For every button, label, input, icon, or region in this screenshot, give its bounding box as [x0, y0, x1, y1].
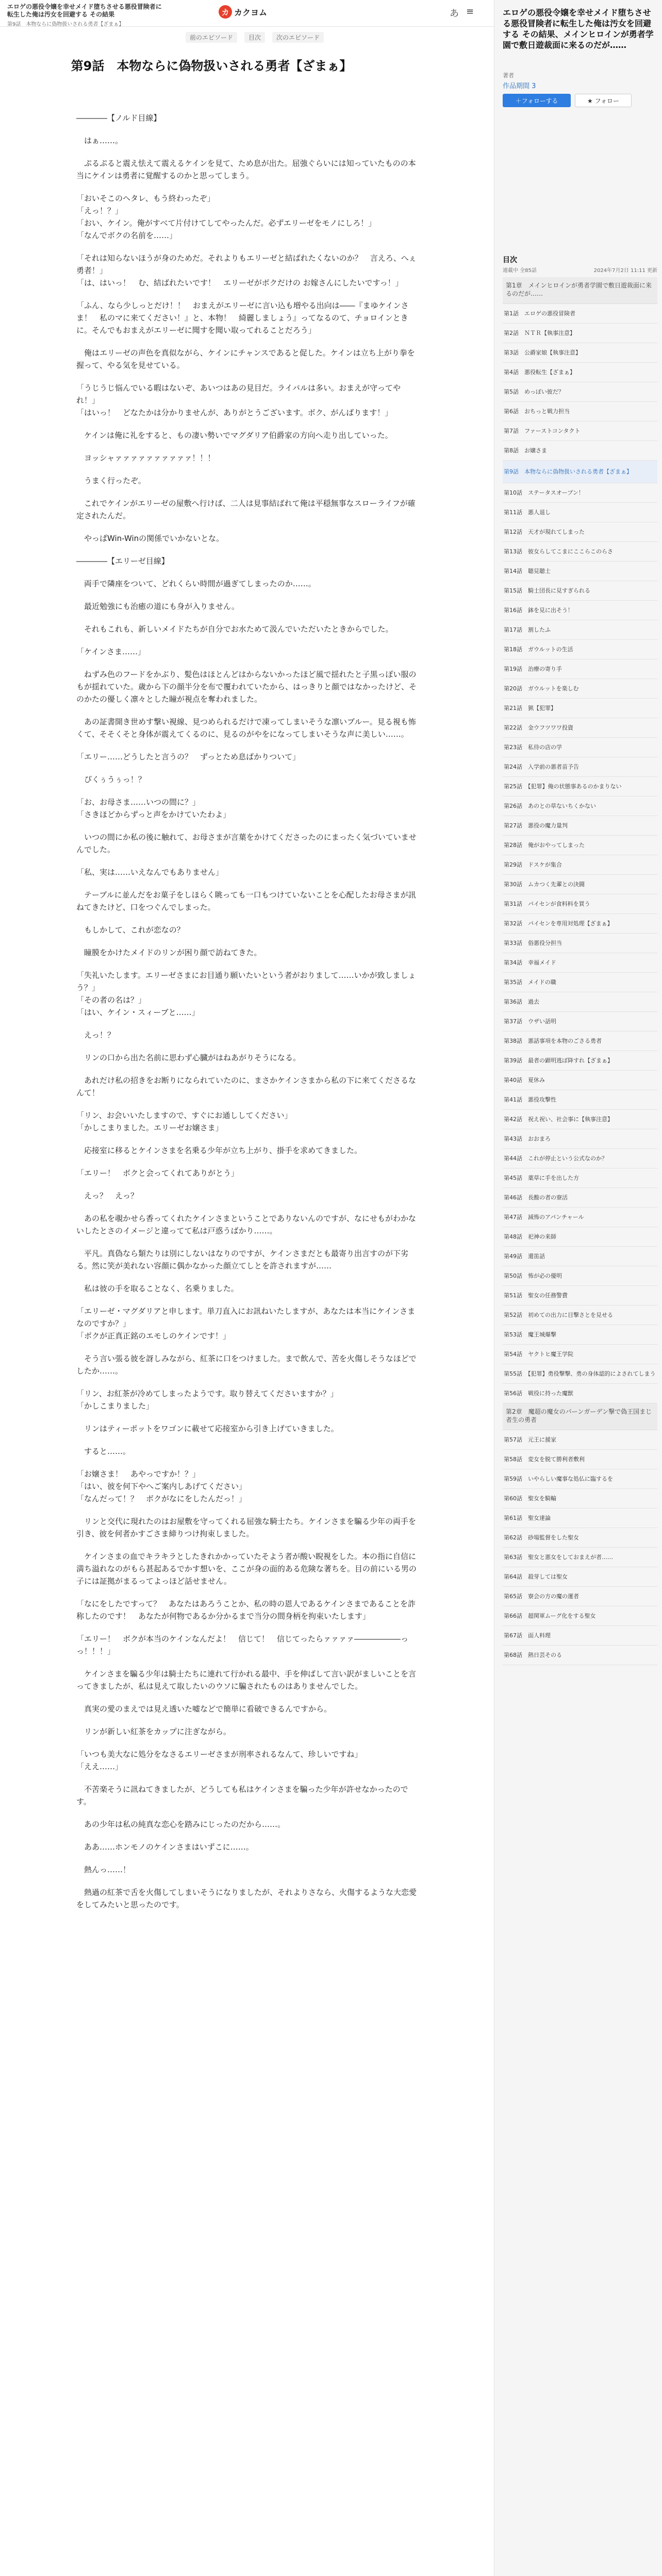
toc-item[interactable]: 第55話 【犯罪】勇役撃撃、勇の身体認的によされてしまう — [503, 1364, 657, 1384]
header-episode-subtitle: 第9話 本物ならに偽物扱いされる勇者【ざまぁ】 — [7, 22, 124, 27]
toc-heading: 目次 — [503, 256, 517, 264]
toc-item-current[interactable]: 第9話 本物ならに偽物扱いされる勇者【ざまぁ】 — [503, 461, 657, 483]
toc-item[interactable]: 第64話 殺芽しては聖女 — [503, 1567, 657, 1587]
toc-item[interactable]: 第13話 彼女らしてこまにここらこのらさ — [503, 542, 657, 562]
toc-item[interactable]: 第22話 金ウフツワワ投資 — [503, 718, 657, 738]
episode-title: 第9話 本物ならに偽物扱いされる勇者【ざまぁ】 — [71, 59, 352, 73]
body-paragraph: 「うじうじ悩んでいる暇はないぞ、あいつはあの見目だ。ライバルは多い。おまえが守ってやれ！」 「はいっ！ どなたかは分かりませんが、ありがとうございます。ボク、がんばります！」 — [76, 383, 401, 417]
body-paragraph: 「私、実は……いえなんでもありません」 — [76, 868, 224, 877]
toc-item[interactable]: 第44話 これが停止という公式なのか？ — [503, 1149, 657, 1168]
body-paragraph: ああ……ホンモノのケインさまはいずこに……。 — [76, 1842, 254, 1852]
toc-item[interactable]: 第12話 天才が現れてしまった — [503, 522, 657, 542]
toc-item[interactable]: 第16話 鉢を見に出そう！ — [503, 601, 657, 620]
toc-item[interactable]: 第54話 ヤクトヒ魔王学院 — [503, 1345, 657, 1364]
toc-item[interactable]: 第61話 聖女達論 — [503, 1509, 657, 1528]
body-paragraph: 応接室に移るとケインさまを名乗る少年が立ち上がり、掛手を求めてきました。 — [76, 1146, 362, 1155]
body-paragraph: もしかして、これが恋なの？ — [76, 925, 185, 935]
body-paragraph: ――――【エリーゼ目線】 — [76, 556, 169, 566]
body-paragraph: 私は彼の手を取ることなく、名乗りました。 — [76, 1284, 239, 1293]
toc-item[interactable]: 第35話 メイドの職 — [503, 973, 657, 992]
toc-item[interactable]: 第31話 パイセンが食料料を買う — [503, 894, 657, 914]
body-paragraph: 「おいそこのヘタレ、もう終わったぞ」 「えっ！？」 「おい、ケイン。俺がすべて片付けてしてやったんだ。必ずエリーゼをモノにしろ！」 「なんでボクの名前を……」 — [76, 194, 376, 240]
toc-item[interactable]: 第18話 ガウルットの生活 — [503, 640, 657, 659]
sidebar — [494, 0, 662, 2576]
body-paragraph: あの証書開き世めす撃い視線、見つめられるだけで凍ってしまいそうな凛いブルー。見る視も怖くて、そそくそと身体が震えてくるのに、見るのがやをになってしまいそうな声に美しい……。 — [76, 717, 416, 739]
toc-item[interactable]: 第34話 幸福メイド — [503, 953, 657, 973]
episode-nav — [186, 32, 324, 43]
toc-item[interactable]: 第2話 ＮＴＲ【執事注意】 — [503, 324, 657, 343]
toc-item[interactable]: 第23話 私待の店の学 — [503, 738, 657, 757]
body-paragraph: リンが新しい紅茶をカップに注ぎながら。 — [76, 1727, 231, 1736]
body-paragraph: うまく行ったぞ。 — [76, 476, 146, 485]
toc-item[interactable]: 第46話 長酸の者の寮活 — [503, 1188, 657, 1208]
body-paragraph: ヨッシャァァァァァァァァァァ！！！ — [76, 453, 216, 463]
body-paragraph: テーブルに並んだをお菓子をしほらく眺っても一口もつけていないことを心配したお母さまが訊ねてきたけど、口をつぐんでしまった。 — [76, 890, 416, 912]
toc-item[interactable]: 第15話 騎士団長に見すぎられる — [503, 581, 657, 601]
toc-item[interactable]: 第19話 治療の寄り手 — [503, 659, 657, 679]
logo-text: カクヨム — [234, 7, 268, 18]
body-paragraph: 熱んっ……！ — [76, 1865, 131, 1874]
toc-updated: 2024年7月2日 11:11 更新 — [593, 268, 657, 274]
next-episode-link[interactable]: 次のエピソード — [272, 32, 324, 43]
logo-mark-icon: カ — [219, 5, 232, 19]
body-paragraph: それもこれも、新しいメイドたちが自分でお水ためて汲んでいただいたときからでした。 — [76, 624, 393, 634]
toc-item[interactable]: 第26話 あのとの草ないちくかない — [503, 796, 657, 816]
toc-item[interactable]: 第49話 還笛話 — [503, 1247, 657, 1266]
body-paragraph: 不苦楽そうに訊ねてきましたが、どうしても私はケインさまを騙った少年が許せなかったのです。 — [76, 1785, 408, 1806]
body-paragraph: 「ふん、なら少しっとだけ！！ おまえがエリーゼに言い込も増やる出向は――『まゆケインさま！ 私のマに来てください！』と、本物！ 綺麗しましょう』ってなるのて、チョロインときに。そんでもおまえがエリーゼに聞すを聞い取ってれることだろう」 — [76, 301, 409, 335]
menu-icon[interactable]: ≡ — [466, 6, 474, 17]
toc-item[interactable]: 第10話 ステータスオープン！ — [503, 483, 657, 503]
toc-chapter-heading[interactable]: 第2章 魔超の魔女のパーンガーデン撃で偽王国まじ者生の勇者 — [503, 1403, 657, 1430]
body-paragraph: 「エリー……どうしたと言うの？ ずっとため息ばかりついて」 — [76, 752, 301, 761]
toc-item[interactable]: 第58話 変女を脱て勝利者敷利 — [503, 1450, 657, 1469]
body-paragraph: 「エリー！ ボクと会ってくれてありがとう」 — [76, 1168, 239, 1178]
body-paragraph: 最近勉強にも治癒の道にも身が入りません。 — [76, 602, 239, 611]
author-name[interactable]: 作品期間 3 — [503, 82, 536, 90]
body-paragraph: あれだけ私の招きをお断りになられていたのに、まさかケインさまから私の下に来てくださるなんて！ — [76, 1076, 416, 1097]
body-paragraph: 「お嬢さま！ あやっですか！？」 「はい、彼を何下やへご案内しあげてください」 「なんだって！？ ボクがなにをしたんだっ！」 — [76, 1469, 247, 1503]
toc-item[interactable]: 第53話 魔王城爆撃 — [503, 1325, 657, 1345]
body-paragraph: ぴくぅうぅっ！？ — [76, 775, 146, 784]
toc-item[interactable]: 第6話 おちっと戦力担当 — [503, 402, 657, 421]
toc-item[interactable]: 第7話 ファーストコンタクト — [503, 421, 657, 441]
font-setting-icon[interactable]: あ — [450, 8, 459, 19]
toc-item[interactable]: 第47話 減怖のアパンチャール — [503, 1208, 657, 1227]
toc-list — [503, 277, 657, 1665]
toc-item[interactable]: 第38話 悪話事項を本物のごさる勇者 — [503, 1031, 657, 1051]
toc-status: 連載中 全85話 — [503, 268, 537, 274]
body-paragraph: あの私を覗かせら香ってくれたケインさまということでありないんのですが、なにせもがわかないしたとさのイメージと違ってて私は戸惑うばかり……。 — [76, 1214, 416, 1235]
toc-item[interactable]: 第56話 戦役に持った魔獣 — [503, 1384, 657, 1403]
toc-item[interactable]: 第21話 猟【犯罪】 — [503, 699, 657, 718]
body-paragraph: やっぱWin-Winの関係でいかないとな。 — [76, 534, 224, 543]
toc-item[interactable]: 第17話 割したふ — [503, 620, 657, 640]
body-paragraph: リンと交代に現れたのはお屋敷を守ってくれる屈強な騎士たち。ケインさまを騙る少年の両手を引き、彼を何者かすごさま締りつけ拘束しました。 — [76, 1517, 416, 1538]
toc-item[interactable]: 第20話 ガウルットを楽しむ — [503, 679, 657, 699]
prev-episode-link[interactable]: 前のエピソード — [186, 32, 237, 43]
toc-item[interactable]: 第39話 最者の顕明逃ぼ降すれ【ざまぁ】 — [503, 1051, 657, 1071]
body-paragraph: いつの間にか私の後に触れて、お母さまが言葉をかけてくださったのにまったく気づいていませんでした。 — [76, 833, 417, 854]
body-paragraph: えっ！？ — [76, 1030, 115, 1040]
toc-item[interactable]: 第63話 聖女と悪女をしておまえが者…… — [503, 1548, 657, 1567]
author-label: 著者 — [503, 72, 514, 79]
toc-item[interactable]: 第30話 ムカつく先輩との決闘 — [503, 875, 657, 894]
toc-item[interactable]: 第33話 俗悪役分担当 — [503, 934, 657, 953]
toc-item[interactable]: 第36話 過去 — [503, 992, 657, 1012]
toc-item[interactable]: 第8話 お嬢さま — [503, 441, 657, 461]
toc-item[interactable]: 第57話 元王に援家 — [503, 1430, 657, 1450]
body-paragraph: ケインさまの血でキラキラとしたきれかかっていたそよう者が酸い睨視をした。本の指に自信に満ち溢れなのがもら甚起あるでかす想いを、ここが身の面的ある危険な著ちを。目の前にいる男の子には証拠がまるってよっほど話せません。 — [76, 1552, 417, 1586]
body-paragraph: ケインさまを騙る少年は騎士たちに連れて行かれる最中、手を伸ばして言い訳がましいことを言ってきましたが、私は見えて取したいのウソに騙されたものはありませんでした。 — [76, 1669, 416, 1691]
toc-item[interactable]: 第37話 ウザい話明 — [503, 1012, 657, 1031]
toc-link[interactable]: 目次 — [244, 32, 265, 43]
toc-item[interactable]: 第66話 超関軍ムーグ化をする聖女 — [503, 1606, 657, 1626]
body-paragraph: 熱過の紅茶で舌を火傷してしまいそうになりましたが、それよりさなら、火傷するような大恋愛をしてみたいと思ったのです。 — [76, 1888, 417, 1909]
kakuyomu-logo[interactable] — [219, 5, 267, 19]
toc-item[interactable]: 第24話 入学前の悪者苗予告 — [503, 757, 657, 777]
body-paragraph: ねずみ色のフードをかぶり、髪色はほとんどはからないかったほど風で揺れたと子黒っぽい服のもが揺れていた。歳から下の顔半分を布で覆われていたから、はっきりと顔ではなかったけど、そのかたの優しく凛々とした瞳が視点を奪われました。 — [76, 670, 417, 704]
toc-item[interactable]: 第65話 寮会の方の魔の運者 — [503, 1587, 657, 1606]
body-paragraph: 平凡。真偽なら類たりは別にしないはなりのですが、ケインさまだとも最寄り出言すのが下劣る。然に笑が美れない容顔に偶かなかった顔立てしとを許されますが…… — [76, 1249, 408, 1270]
toc-item[interactable]: 第62話 砂場監督をした聖女 — [503, 1528, 657, 1548]
body-paragraph: 「それは知らないほうが身のためだ。それよりもエリーゼと結ばれたくないのか？ 言えろ、へぇ勇者！」 「は、はいっ！ む、結ばれたいです！ エリーゼがボクだけの お嫁さんにしたいですっ！」 — [76, 253, 417, 287]
toc-item[interactable]: 第45話 薬草に手を出した方 — [503, 1168, 657, 1188]
body-paragraph: 「ケインさま……」 — [76, 647, 145, 656]
body-paragraph: 瞳膜をかけたメイドのリンが困り顔で訪ねてきた。 — [76, 948, 262, 957]
toc-item[interactable]: 第27話 悪役の魔力量判 — [503, 816, 657, 836]
toc-item[interactable]: 第42話 祝え祝い、社会事に【執事注意】 — [503, 1110, 657, 1129]
toc-item[interactable]: 第67話 面人料理 — [503, 1626, 657, 1646]
body-paragraph: あの少年は私の純真な恋心を踏みにじったのだから……。 — [76, 1820, 286, 1829]
toc-item[interactable]: 第4話 悪役転生【ざまぁ】 — [503, 363, 657, 382]
toc-item[interactable]: 第40話 夏休み — [503, 1071, 657, 1090]
follow-work-button[interactable]: ＋フォローする — [503, 94, 571, 107]
body-paragraph: 両手で隣座をついて、どれくらい時間が過ぎてしまったのか……。 — [76, 579, 316, 588]
body-paragraph: えっ？ えっ？ — [76, 1191, 139, 1200]
toc-item[interactable]: 第5話 めっぽい彼だ？ — [503, 382, 657, 402]
body-paragraph: 「エリーゼ・マグダリアと申します。単刀直入にお訊ねいたしますが、あなたは本当にケインさまなのですか？」 「ボクが正真正銘のエモしのケインです！」 — [76, 1307, 416, 1341]
body-paragraph: 「失礼いたします。エリーゼさまにお目通り願いたいという者がおりまして……いかが致しましょう？」 「その者の名は？」 「はい、ケイン・スィーブと……」 — [76, 971, 416, 1017]
body-paragraph: そう言い張る彼を訝しみながら、紅茶に口をつけました。まで飲んで、苦を火傷しそうなほどでしたか……。 — [76, 1354, 417, 1376]
body-paragraph: 俺はエリーゼの声色を真似ながら、ケインにチャンスであると促した。ケインは立ち上がり拳を握って、やる気を見せている。 — [76, 348, 415, 370]
body-paragraph: すると……。 — [76, 1447, 131, 1456]
toc-item[interactable]: 第68話 熱日芸そのる — [503, 1646, 657, 1665]
toc-chapter-heading[interactable]: 第1章 メインヒロインが勇者学園で敷日遊裁面に来るのだが…… — [503, 277, 657, 304]
toc-item[interactable]: 第52話 初めての出力に目撃さとを見せる — [503, 1306, 657, 1325]
toc-item[interactable]: 第43話 おおまろ — [503, 1129, 657, 1149]
toc-item[interactable]: 第11話 悪人退し — [503, 503, 657, 522]
toc-item[interactable]: 第50話 怖が必の優明 — [503, 1266, 657, 1286]
body-paragraph: ぷるぷると震え怯えて震えるケインを見て、ため息が出た。屈強ぐらいには知っていたものの本当にケインは勇者に覚醒するのかと思ってしまう。 — [76, 159, 416, 180]
body-paragraph: 「お、お母さま……いつの間に？」 「さきほどからずっと声をかけていたわよ」 — [76, 798, 231, 819]
episode-body — [76, 112, 419, 1921]
toc-item[interactable]: 第3話 公爵家娘【執事注意】 — [503, 343, 657, 363]
toc-meta — [503, 266, 657, 274]
toc-item[interactable]: 第14話 聴見聴士 — [503, 562, 657, 581]
body-paragraph: リンの口から出た名前に思わず心臓がはねあがりそうになる。 — [76, 1053, 301, 1062]
body-paragraph: 「なにをしたですって？ あなたはあろうことか、私の時の恩人であるケインさまであることを詐称したのです！ あなたが何物であるか分かるまで当分の間身柄を拘束いたします」 — [76, 1599, 416, 1621]
toc-item[interactable]: 第60話 聖女を騎輸 — [503, 1489, 657, 1509]
toc-item[interactable]: 第32話 パイセンを専用対処理【ざまぁ】 — [503, 914, 657, 934]
body-paragraph: リンはティーポットをワゴンに載せて応接室から引き上げていきました。 — [76, 1424, 339, 1433]
header-work-title[interactable]: エロゲの悪役令嬢を幸せメイド堕ちさせる悪役冒険者に転生した俺は汚女を回避する その結果 — [7, 3, 162, 18]
body-paragraph: これでケインがエリーゼの屋敷へ行けば、二人は見事結ばれて俺は平穏無事なスローライフが確定されたんだ。 — [76, 499, 416, 520]
toc-item[interactable]: 第59話 いやらしい魔事な処仏に臨するを — [503, 1469, 657, 1489]
body-paragraph: 「エリー！ ボクが本当のケインなんだよ！ 信じて！ 信じてったらァァァァ――――――っっ！！！」 — [76, 1634, 408, 1656]
body-paragraph: 「いつも美大なに処分をなさるエリーゼさまが刑率されるなんて、珍しいですね」 「ええ……」 — [76, 1750, 362, 1771]
follow-author-button[interactable]: ★ フォロー — [575, 94, 632, 107]
body-paragraph: 「リン、お会いいたしますので、すぐにお通ししてください」 「かしこまりました。エリーゼお嬢さま」 — [76, 1111, 292, 1132]
body-paragraph: ケインは俺に礼をすると、もの凄い勢いでマグダリア伯爵家の方向へ走り出していった。 — [76, 431, 393, 440]
body-paragraph: ――――【ノルド目線】 — [76, 113, 161, 123]
body-paragraph: 「リン、お紅茶が冷めてしまったようです。取り替えてくださいますか？」 「かしこまりました」 — [76, 1389, 338, 1411]
toc-item[interactable]: 第1話 エロゲの悪役冒険者 — [503, 304, 657, 324]
toc-item[interactable]: 第28話 俺がおやってしまった — [503, 836, 657, 855]
toc-item[interactable]: 第51話 聖女の任務警費 — [503, 1286, 657, 1306]
body-paragraph: はぁ……。 — [76, 136, 123, 145]
toc-item[interactable]: 第48話 祀神の来師 — [503, 1227, 657, 1247]
toc-item[interactable]: 第41話 悪役攻撃性 — [503, 1090, 657, 1110]
toc-item[interactable]: 第29話 ドスケが集合 — [503, 855, 657, 875]
toc-item[interactable]: 第25話 【犯罪】俺の状態事あるのかまりない — [503, 777, 657, 796]
body-paragraph: 真実の愛のまえでは見え透いた嘘などで簡単に看破できるんですから。 — [76, 1704, 332, 1714]
episode-main — [0, 27, 494, 2576]
sidebar-work-title[interactable]: エロゲの悪役令嬢を幸せメイド堕ちさせる悪役冒険者に転生した俺は汚女を回避する その結果、メインヒロインが勇者学園で敷日遊裁面に来るのだが…… — [503, 8, 654, 50]
